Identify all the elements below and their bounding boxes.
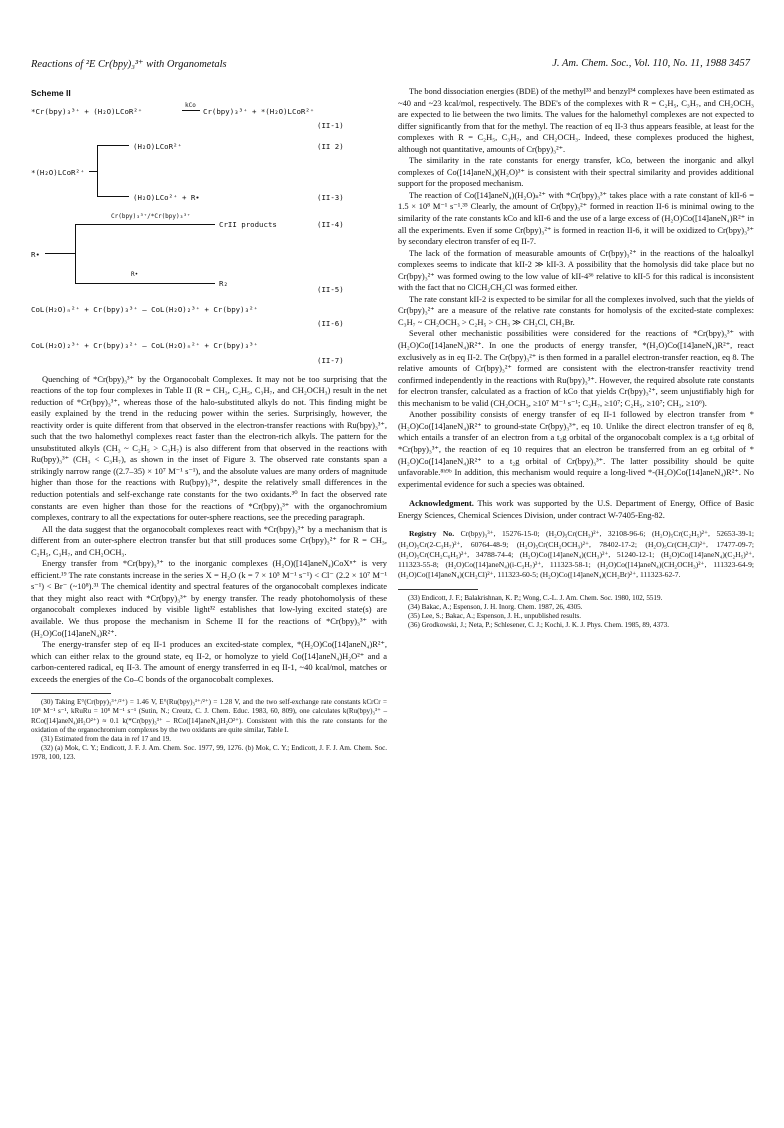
registry-title: Registry No.: [409, 529, 455, 539]
left-footnotes: [31, 698, 387, 762]
footnote-rule: [31, 693, 111, 694]
registry-text: Cr(bpy)₃³⁺, 15276-15-0; (H₂O)₅Cr(CH₃)²⁺, 32108-96-6; (H₂O)₅Cr(C₂H₅)²⁺, 52653-39-1; (H₂O)₅Cr(2-C₃H₇)²⁺, 60764-48-9; (H₂O)₅Cr(CH₂OCH₃)²⁺, 78402-17-2; (H₂O)₅Cr(CH₂Cl)²⁺, 17477-09-7; (H₂O)₅Cr(CH₂C₆H₅)²⁺, 34788-74-4; (H₂O)Co([14]aneN₄)(CH₃)²⁺, 51240-12-1; (H₂O)Co([14]aneN₄)(C₂H₅)²⁺, 111323-55-8; (H₂O)Co([14]aneN₄)(i-C₃H₇)²⁺, 111323-58-1; (H₂O)Co([14]aneN₄)(CH₂OCH₃)²⁺, 111323-64-9; (H₂O)Co([14]aneN₄)(CH₂Cl)²⁺, 111323-60-5; (H₂O)Co([14]aneN₄)(CH₂Br)²⁺, 111323-62-7.: [398, 529, 755, 580]
registry-numbers: [398, 529, 754, 580]
branch-line-2: [75, 224, 76, 284]
acknowledgment-title: Acknowledgment.: [409, 498, 474, 509]
eq-ii1-arrow: [182, 110, 200, 111]
branch-arrow-ii4: [75, 224, 215, 225]
eq-ii2-number: (II 2): [317, 141, 344, 151]
paragraph-similarity: The similarity in the rate constants for energy transfer, kCo, between the inorganic and alkyl complexes of Co([14]aneN₄)(H₂O)³⁺ is consistent with their spectral similarity and provides additional support for the proposed mechanism.: [398, 155, 754, 189]
eq-ii1-k: kCo: [185, 101, 196, 109]
paragraph-another-possibility: Another possibility consists of energy transfer of eq II-1 followed by electron transfer from *(H₂O)Co([14]aneN₄)R²⁺ to ground-state Cr(bpy)₃³⁺, eq 10. Unlike the direct electron transfer of eq 8, which entails a transfer of an electron from a t₂g orbital of the organocobalt complex is a t₂g orbital of *Cr(bpy)₃³⁺, the reaction of eq 10 requires that an electron be transferred from an eg orbital of *(H₂O)Co([14]aneN₄)R²⁺ to a t₂g orbital of Cr(bpy)₃³⁺. The latter possibility should be quite unfavorable.⁸ʰ⁹ᵇ In addition, this mechanism would require a long-lived *-(H₂O)Co([14]aneN₄)R²⁺. No experimental evidence for such a species was obtained.: [398, 409, 754, 489]
running-header-title: Reactions of ²E Cr(bpy)₃³⁺ with Organometals: [31, 59, 227, 70]
paragraph-energy-transfer: Energy transfer from *Cr(bpy)₃³⁺ to the inorganic complexes (H₂O)([14]aneN₄)CoXⁿ⁺ is very efficient.¹⁹ The rate constants increase in the series X = H₂O (k = 7 × 10⁵ M⁻¹ s⁻¹) < Cl⁻ (2.2 × 10⁷ M⁻¹ s⁻¹) < Br⁻ (~10⁸).³¹ The chemical identity and spectral features of the organocobalt complexes indicate that they might also react with *Cr(bpy)₃³⁺ by energy transfer. The ready photohomolysis of these organocobalt complexes induced by visible light³² establishes that low-lying excited state(s) are available. We thus propose the mechanism in Scheme II for the reactions of *Cr(bpy)₃³⁺ with (H₂O)Co([14]aneN₄)R²⁺.: [31, 558, 387, 638]
eq-ii4-product: CrII products: [219, 219, 277, 229]
registry-block: [398, 529, 754, 580]
right-column: [398, 86, 754, 630]
paragraph-haloalkyl: The lack of the formation of measurable amounts of Cr(bpy)₃²⁺ in the reactions of the haloalkyl complexes seems to indicate that kII-2 ≫ kII-3. A possibility that the homolysis did take place but no Cr(bpy)₃²⁺ was formed owing to the low value of kII-4³⁶ relative to kII-5 for this radical is inconsistent with the fact that no ClCH₂CH₂Cl was formed either.: [398, 247, 754, 293]
right-footnotes: [398, 594, 754, 630]
eq-ii4-reagent: Cr(bpy)₃³⁺/*Cr(bpy)₃³⁺: [111, 212, 191, 220]
footnote-31: (31) Estimated from the data in ref 17 and 19.: [41, 734, 172, 743]
branch-arrow-ii5: [75, 283, 215, 284]
eq-ii1-right: Cr(bpy)₃³⁺ + *(H₂O)LCoR²⁺: [203, 106, 315, 116]
eq-ii1-number: (II-1): [317, 120, 344, 130]
eq-ii6: CoL(H₂O)ₙ²⁺ + Cr(bpy)₃³⁺ — CoL(H₂O)₂³⁺ + Cr(bpy)₃²⁺: [31, 304, 258, 314]
branch-stem-2: [45, 253, 75, 254]
paragraph-mechanism: All the data suggest that the organocobalt complexes react with *Cr(bpy)₃³⁺ by a mechanism that is different from an outer-sphere electron transfer but that still produces some Cr(bpy)₃²⁺ for R = CH₃, C₂H₅, C₃H₇, and CH₂OCH₃.: [31, 523, 387, 557]
footnote-35: (35) Lee, S.; Bakac, A.; Espenson, J. H., unpublished results.: [408, 611, 581, 620]
footnote-rule-right: [398, 589, 478, 590]
scheme-ii: [31, 101, 387, 374]
eq-ii3-number: (II-3): [317, 192, 344, 202]
running-header-journal: J. Am. Chem. Soc., Vol. 110, No. 11, 1988 3457: [552, 58, 750, 69]
footnote-32: (32) (a) Mok, C. Y.; Endicott, J. F. J. Am. Chem. Soc. 1977, 99, 1276. (b) Mok, C. Y.; Endicott, J. F. J. Am. Chem. Soc. 1978, 100, 123.: [31, 743, 387, 761]
eq-ii1-left: *Cr(bpy)₃³⁺ + (H₂O)LCoR²⁺: [31, 106, 143, 116]
branch-arrow-ii2: [97, 145, 129, 146]
eq-ii2-product: (H₂O)LCoR²⁺: [133, 141, 182, 151]
eq-ii5-reagent: R•: [131, 270, 139, 278]
left-column: [31, 88, 387, 762]
branch-stem-1: [89, 171, 97, 172]
eq-ii3-product: (H₂O)LCo²⁺ + R•: [133, 192, 200, 202]
eq-ii5-product: R₂: [219, 278, 228, 288]
footnote-34: (34) Bakac, A.; Espenson, J. H. Inorg. Chem. 1987, 26, 4305.: [408, 602, 583, 611]
footnote-36: (36) Grodkowski, J.; Neta, P.; Schlesener, C. J.; Kochi, J. K. J. Phys. Chem. 1985, 89, 4373.: [408, 621, 669, 629]
eq-ii7-number: (II-7): [317, 355, 344, 365]
eq-ii4-number: (II-4): [317, 219, 344, 229]
paragraph-excited-state: The energy-transfer step of eq II-1 produces an excited-state complex, *(H₂O)Co([14]aneN₄)R²⁺, which can either relax to the ground state, eq II-2, or homolyze to yield Co([14]aneN₄)H₂O²⁺ and a carbon-centered radical, eq II-3. The amount of energy transferred in eq II-1, ~40 kcal/mol, matches or exceeds the energies of the Co–C bonds of the organocobalt complexes.: [31, 639, 387, 684]
eq-ii6-number: (II-6): [317, 318, 344, 328]
branch-line-1: [97, 145, 98, 197]
branch-arrow-ii3: [97, 196, 129, 197]
acknowledgment-text: This work was supported by the U.S. Department of Energy, Office of Basic Energy Sciences, Chemical Sciences Division, under contract W-7405-Eng-82.: [398, 498, 754, 520]
scheme-title: Scheme II: [31, 88, 71, 98]
paragraph-reaction-ii6: The reaction of Co([14]aneN₄)(H₂O)ₙ²⁺ with *Cr(bpy)₃³⁺ takes place with a rate constant of kII-6 = 1.5 × 10⁸ M⁻¹ s⁻¹.³⁵ Clearly, the amount of Cr(bpy)₃²⁺ formed in reaction II-6 is minimal owing to the similarity of the rate constants kCo and kII-6 and the use of a large excess of (H₂O)Co([14]aneN₄)R²⁺ in all the experiments. Even if some Cr(bpy)₃²⁺ is formed in reaction II-6, it will be oxidized to Cr(bpy)₃³⁺ by secondary electron transfer of eq II-7.: [398, 189, 754, 247]
paragraph-bde: The bond dissociation energies (BDE) of the methyl³³ and benzyl³⁴ complexes have been estimated as ~40 and ~23 kcal/mol, respectively. The BDE's of the complexes with R = C₂H₅, C₃H₇, and CH₂OCH₃ are expected to lie between the two limits. The values for the halomethyl complexes are not expected to differ significantly from that for the methyl. The reaction of eq II-3 thus appears feasible, at least for the complexes with R = C₂H₅, C₃H₇, and CH₂OCH₃. Indeed, these complexes produced the highest, although not quantitative, amounts of Cr(bpy)₃²⁺.: [398, 86, 754, 154]
eq-ii7: CoL(H₂O)₂³⁺ + Cr(bpy)₃²⁺ — CoL(H₂O)ₙ²⁺ + Cr(bpy)₃³⁺: [31, 340, 258, 350]
paragraph-rate-constant: The rate constant kII-2 is expected to be similar for all the complexes involved, such that the yields of Cr(bpy)₃²⁺ are a measure of the relative rate constants for homolysis of the excited-state complexes: C₃H₇ ~ CH₂OCH₃ > C₂H₅ > CH₃ ≫ CH₂Cl, CH₂Br.: [398, 293, 754, 327]
paragraph-other-possibilities: Several other mechanistic possibilities were considered for the reactions of *Cr(bpy)₃³⁺ with (H₂O)Co([14]aneN₄)R²⁺. In one the products of energy transfer, *(H₂O)Co([14]aneN₄)R²⁺, react exclusively as in eq II-2. The Cr(bpy)₃²⁺ is then formed in a parallel electron-transfer reaction, eq 8. The relative amounts of Cr(bpy)₃²⁺ formed are consistent with the electron-transfer reactivity trend confirmed independently in the reactions with Ru(bpy)₃³⁺. However, the required absolute rate constants for electron transfer, calculated as a fraction of kCo that yields Cr(bpy)₃²⁺, seem unjustifiably high for this mechanism to be valid (CH₂OCH₃, ≥10⁷ M⁻¹ s⁻¹; C₃H₇, ≥10⁷; C₂H₅, ≥10⁷; CH₃, ≥10⁶).: [398, 328, 754, 408]
footnote-30: (30) Taking E°(Cr(bpy)₃³⁺/²⁺) = 1.46 V, E°(Ru(bpy)₃³⁺/²⁺) = 1.28 V, and the two self-exchange rate constants kCrCr = 10⁸ M⁻¹ s⁻¹, kRuRu = 10⁸ M⁻¹ s⁻¹ (Sutin, N.; Creutz, C. J. Chem. Educ. 1983, 60, 809), one calculates k(Ru(bpy)₃³⁺ – RCo([14]aneN₄)H₂O²⁺) ≈ 0.1 k(*Cr(bpy)₃³⁺ – RCo([14]aneN₄)H₂O²⁺). Consistent with this the rate constants for the oxidation of the organochromium complexes by the two oxidants are quite similar, Table I.: [31, 698, 387, 734]
footnote-33: (33) Endicott, J. F.; Balakrishnan, K. P.; Wong, C.-L. J. Am. Chem. Soc. 1980, 102, 5519.: [408, 593, 663, 602]
excited-complex: *(H₂O)LCoR²⁺: [31, 167, 85, 177]
acknowledgment: [398, 498, 754, 521]
paragraph-quenching: Quenching of *Cr(bpy)₃³⁺ by the Organocobalt Complexes. It may not be too surprising that the reactions of the top four complexes in Table II (R = CH₃, C₂H₅, C₃H₇, and CH₂OCH₃) result in the net reduction of *Cr(bpy)₃³⁺, whereas those of the halo-substituted alkyls do not. This finding might be easily explained by the trend in the reducing power within the series. Surprisingly, however, the reactivity order is quite different from that observed in the electron-transfer reactions with Ru(bpy)₃³⁺, such that the two halomethyl complexes react faster than the electron-rich alkyls. The pattern for the unsubstituted alkyls (CH₃ ~ C₂H₅ > C₃H₇) is also different from that observed in the reactions with Ru(bpy)₃³⁺ (CH₃ < C₃H₇), as shown in the inset of Figure 3. The observed rate constants span a strikingly narrow range ((2.7–35) × 10⁷ M⁻¹ s⁻¹), and the absolute values are many orders of magnitude higher than those for the reactions with Ru(bpy)₃³⁺, despite the relatively small differences in the reduction potentials and self-exchange rate constants for the two oxidants.³⁰ In fact the observed rate constants are even higher than those for the reactions of *Cr(bpy)₃³⁺ with the organochromium complexes, contrary to all the expectations for outer-sphere reactions, see the preceding paragraph.: [31, 373, 387, 523]
radical: R•: [31, 249, 40, 259]
eq-ii5-number: (II-5): [317, 284, 344, 294]
